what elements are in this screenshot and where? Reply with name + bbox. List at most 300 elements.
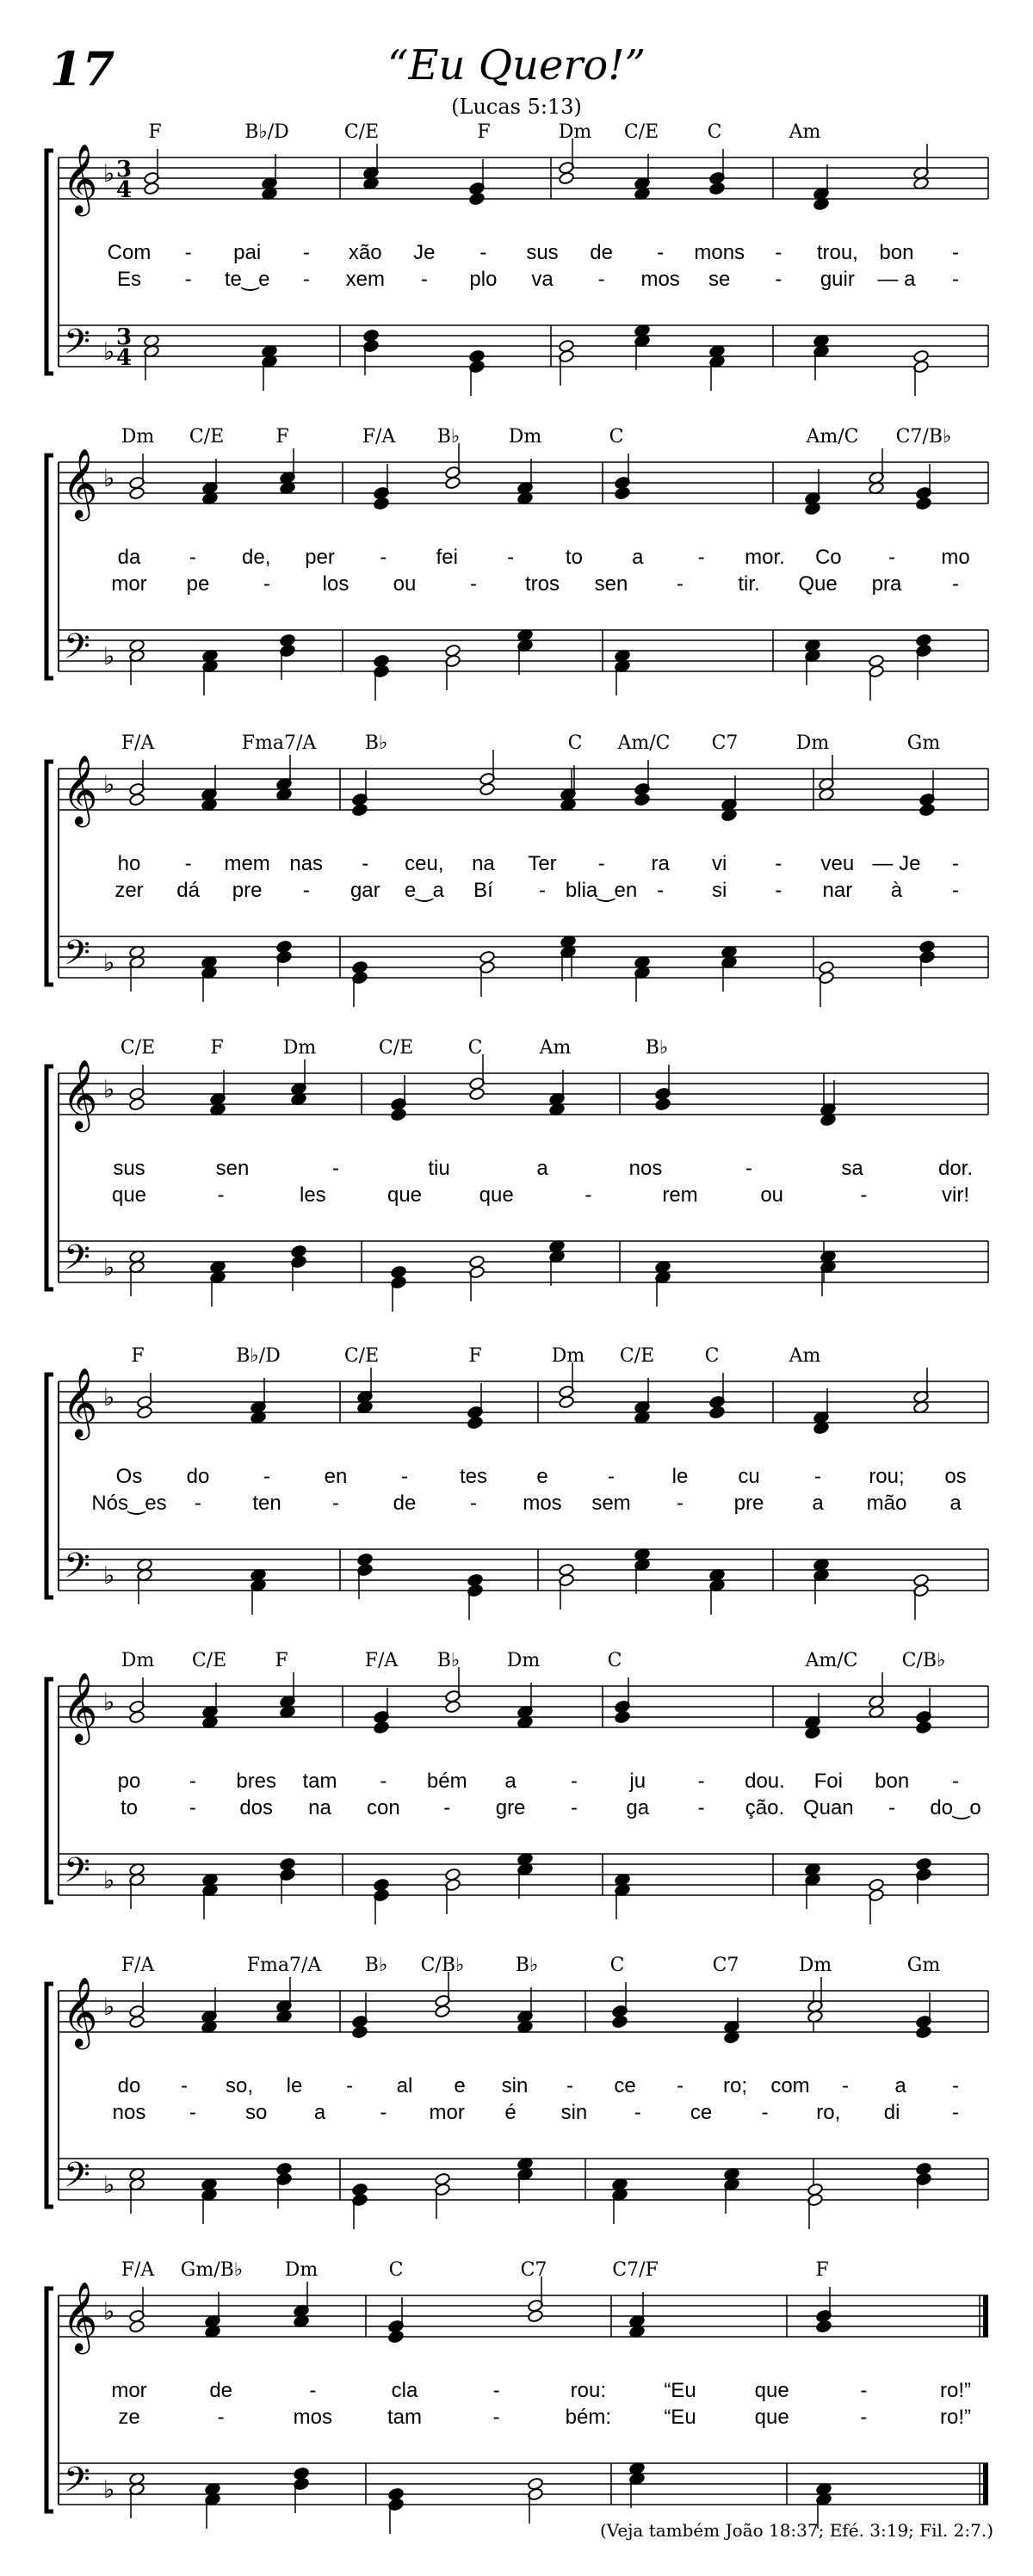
lyric-syllable: - [184, 852, 192, 875]
lyric-syllable: - [842, 2074, 849, 2097]
lyric-syllable: Co [814, 546, 842, 569]
lyric-syllable: guir [820, 268, 855, 291]
chord-symbol: C [704, 1345, 720, 1367]
system-3 [46, 732, 988, 1007]
lyric-syllable: - [380, 546, 387, 569]
key-flat-icon: ♭ [103, 159, 115, 188]
lyric-syllable: Com [107, 241, 152, 264]
lyric-syllable: mor [429, 2101, 465, 2124]
system-2 [46, 426, 988, 701]
lyric-syllable: - [570, 1770, 578, 1793]
treble-clef-icon: 𝄞 [62, 143, 98, 213]
key-flat-icon: ♭ [103, 464, 115, 492]
treble-staff [59, 1381, 988, 1423]
lyric-syllable: que [754, 2379, 789, 2402]
chord-symbol: C [567, 732, 583, 754]
lyric-syllable: rou: [570, 2379, 607, 2402]
system-bracket [46, 1066, 53, 1289]
lyric-syllable: ro!” [940, 2379, 971, 2402]
lyric-syllable: con [367, 1796, 400, 1819]
lyric-syllable: bém: [565, 2406, 612, 2429]
lyric-syllable: que [479, 1183, 514, 1207]
lyric-syllable: - [860, 2379, 868, 2402]
lyric-syllable: rou; [869, 1465, 905, 1488]
key-flat-icon: ♭ [103, 1866, 115, 1894]
treble-notehead [129, 1710, 145, 1724]
lyric-syllable: - [952, 2101, 959, 2124]
lyric-syllable: - [263, 572, 270, 596]
lyric-syllable: do‿o [930, 1796, 981, 1819]
lyric-syllable: bém [426, 1770, 467, 1793]
lyric-syllable: so [245, 2101, 268, 2124]
lyric-syllable: ção. [745, 1796, 785, 1819]
lyric-syllable: - [677, 1492, 684, 1515]
lyric-syllable: que [754, 2406, 789, 2429]
lyric-syllable: - [775, 852, 782, 875]
lyric-syllable: pra [871, 572, 902, 596]
treble-notehead [916, 2025, 932, 2039]
lyric-syllable: ten [252, 1492, 281, 1515]
lyric-syllable: - [263, 1465, 270, 1488]
lyric-syllable: de [590, 241, 613, 264]
chord-symbol: Dm [795, 732, 830, 754]
lyric-syllable: ho [117, 852, 141, 875]
lyric-syllable: com [770, 2074, 810, 2097]
lyric-syllable: a [894, 2074, 906, 2097]
key-flat-icon: ♭ [103, 1075, 115, 1103]
lyric-syllable: ou [760, 1183, 784, 1207]
treble-clef-icon: 𝄞 [62, 2281, 98, 2351]
chord-symbol: B♭ [436, 426, 461, 448]
key-flat-icon: ♭ [103, 1253, 115, 1282]
chord-symbol: F [275, 1650, 288, 1671]
lyric-syllable: - [888, 546, 896, 569]
treble-notehead [467, 1416, 484, 1430]
lyric-syllable: - [346, 2074, 353, 2097]
lyric-syllable: sus [113, 1157, 145, 1180]
chord-symbol: C7/F [612, 2259, 659, 2281]
lyric-syllable: fei [436, 546, 458, 569]
key-flat-icon: ♭ [103, 1688, 115, 1716]
lyric-syllable: cu [738, 1465, 760, 1488]
treble-notehead [435, 2005, 451, 2018]
lyric-syllable: tir. [738, 572, 760, 596]
chord-symbol: C [467, 1037, 483, 1059]
lyric-syllable: e‿a [404, 879, 444, 902]
lyric-syllable: mor [111, 572, 147, 596]
treble-clef-icon: 𝄞 [62, 1367, 98, 1437]
time-signature-bottom: 4 [115, 345, 133, 371]
hymn-title: “Eu Quero!” [387, 41, 646, 90]
lyric-syllable: nos [628, 1157, 663, 1180]
lyric-syllable: que [111, 1183, 147, 1207]
lyric-syllable: xão [348, 241, 382, 264]
lyric-syllable: — a [877, 268, 916, 291]
chord-symbol: Am/C [617, 732, 671, 754]
lyric-syllable: a [949, 1492, 962, 1515]
lyric-syllable: ro, [816, 2101, 841, 2124]
lyric-syllable: - [566, 2074, 573, 2097]
lyric-syllable: zer [114, 879, 144, 902]
lyric-syllable: gre [495, 1796, 526, 1819]
lyric-syllable: tiu [428, 1157, 450, 1180]
treble-notehead [612, 2015, 628, 2029]
scripture-reference: (Lucas 5:13) [451, 95, 582, 119]
chord-symbol: C [609, 426, 624, 448]
lyric-syllable: pre [232, 879, 263, 902]
lyric-syllable: le [671, 1465, 689, 1488]
bass-staff [59, 1549, 988, 1591]
treble-notehead [479, 782, 496, 796]
lyric-syllable: mor [111, 2379, 147, 2402]
lyric-syllable: ce [690, 2101, 713, 2124]
lyric-syllable: - [952, 879, 959, 902]
lyric-syllable: — Je [872, 852, 921, 875]
bass-clef-icon: 𝄢 [64, 2155, 90, 2203]
system-1 [46, 121, 988, 396]
chord-symbol: C/E [189, 426, 225, 448]
system-bracket [46, 762, 53, 985]
lyric-syllable: mo [941, 546, 970, 569]
treble-notehead [469, 1087, 486, 1101]
bass-clef-icon: 𝄢 [64, 2460, 90, 2508]
lyric-syllable: - [332, 1157, 339, 1180]
lyric-syllable: “Eu [664, 2379, 696, 2402]
chord-symbol: Dm [284, 2259, 319, 2281]
lyric-syllable: si [712, 879, 727, 902]
hymn-number: 17 [50, 41, 115, 96]
lyric-syllable: de, [242, 546, 271, 569]
treble-notehead [144, 182, 160, 195]
lyric-syllable: na [308, 1796, 331, 1819]
lyric-syllable: - [677, 572, 684, 596]
chord-symbol: F [477, 121, 491, 143]
lyric-syllable: di [883, 2101, 900, 2124]
lyric-syllable: per [305, 546, 335, 569]
chord-symbol: Dm [282, 1037, 317, 1059]
lyric-syllable: - [479, 241, 487, 264]
key-flat-icon: ♭ [103, 1992, 115, 2021]
chord-symbol: C/E [191, 1650, 227, 1671]
bass-clef-icon: 𝄢 [64, 933, 90, 981]
lyric-syllable: Quan [802, 1796, 854, 1819]
time-signature-top: 3 [115, 324, 133, 350]
treble-notehead [615, 486, 631, 500]
system-7 [46, 1955, 988, 2229]
chord-symbol: Am [789, 1345, 821, 1367]
treble-notehead [129, 486, 145, 500]
lyric-syllable: rem [662, 1183, 698, 1207]
lyric-syllable: to [120, 1796, 139, 1819]
lyric-syllable: Os [115, 1465, 143, 1488]
chord-symbol: C/E [619, 1345, 655, 1367]
lyric-syllable: te‿e [224, 268, 270, 291]
lyric-syllable: trou, [816, 241, 858, 264]
treble-clef-icon: 𝄞 [62, 1059, 98, 1129]
lyric-syllable: va [531, 268, 554, 291]
lyric-syllable: - [585, 1183, 592, 1207]
lyric-syllable: dou. [745, 1770, 785, 1793]
lyric-syllable: - [470, 572, 477, 596]
lyric-syllable: ce [614, 2074, 636, 2097]
lyric-syllable: - [189, 546, 196, 569]
lyric-syllable: mos [293, 2406, 333, 2429]
lyric-syllable: - [189, 2101, 196, 2124]
chord-symbol: Dm [121, 1650, 155, 1671]
lyric-syllable: ra [651, 852, 670, 875]
chord-symbol: C/E [378, 1037, 414, 1059]
chord-symbol: C/E [343, 1345, 380, 1367]
chord-symbol: C/B♭ [420, 1955, 465, 1976]
treble-staff [59, 2295, 988, 2337]
system-bracket [46, 1679, 53, 1902]
lyric-syllable: - [634, 2101, 641, 2124]
treble-clef-icon: 𝄞 [62, 1671, 98, 1742]
lyric-syllable: le [286, 2074, 303, 2097]
lyric-syllable: - [860, 1183, 868, 1207]
lyric-syllable: - [302, 241, 310, 264]
chord-symbol: F/A [364, 1650, 399, 1671]
chord-symbol: F [131, 1345, 145, 1367]
time-signature-top: 3 [115, 157, 133, 182]
chord-symbol: C/E [623, 121, 659, 143]
lyric-syllable: - [952, 241, 959, 264]
lyric-syllable: - [952, 2074, 959, 2097]
chord-symbol: F/A [121, 732, 155, 754]
lyric-syllable: nas [289, 852, 324, 875]
lyric-syllable: - [217, 2406, 225, 2429]
key-flat-icon: ♭ [103, 2297, 115, 2326]
lyric-syllable: - [217, 1183, 225, 1207]
chord-symbol: Fma7/A [241, 732, 317, 754]
lyric-syllable: - [888, 1796, 896, 1819]
treble-clef-icon: 𝄞 [62, 1976, 98, 2047]
lyric-syllable: ro; [722, 2074, 748, 2097]
lyric-syllable: bon [879, 241, 914, 264]
treble-notehead [374, 1720, 390, 1734]
lyric-syllable: mos [523, 1492, 562, 1515]
lyric-syllable: - [608, 1465, 615, 1488]
lyric-syllable: mão [866, 1492, 907, 1515]
chord-symbol: Fma7/A [246, 1955, 322, 1976]
footer-reference: (Veja também João 18:37; Efé. 3:19; Fil. 2:7.) [599, 2520, 993, 2541]
system-4 [46, 1037, 988, 1312]
lyric-syllable: - [181, 2074, 188, 2097]
chord-symbol: C/B♭ [901, 1650, 946, 1671]
lyric-syllable: pre [733, 1492, 764, 1515]
treble-staff [59, 769, 988, 810]
lyric-syllable: os [944, 1465, 967, 1488]
bass-clef-icon: 𝄢 [64, 627, 90, 675]
lyric-syllable: Nós‿es [91, 1492, 167, 1515]
chord-symbol: Am [789, 121, 821, 143]
lyric-syllable: ceu, [405, 852, 444, 875]
system-5 [46, 1345, 988, 1620]
lyric-syllable: é [504, 2101, 516, 2124]
lyric-syllable: a [313, 2101, 326, 2124]
chord-symbol: C/E [343, 121, 380, 143]
lyric-syllable: do [117, 2074, 141, 2097]
lyric-syllable: nos [112, 2101, 146, 2124]
key-flat-icon: ♭ [103, 2171, 115, 2199]
lyric-syllable: sa [841, 1157, 863, 1180]
lyric-syllable: nar [822, 879, 853, 902]
chord-symbol: Am/C [806, 426, 859, 448]
lyric-syllable: sen [215, 1157, 250, 1180]
lyric-syllable: - [775, 241, 782, 264]
lyric-syllable: Que [798, 572, 838, 596]
system-8 [46, 2259, 988, 2534]
treble-notehead [445, 1700, 461, 1714]
lyric-syllable: na [472, 852, 495, 875]
key-flat-icon: ♭ [103, 2475, 115, 2504]
lyric-syllable: les [299, 1183, 326, 1207]
lyric-syllable: - [332, 1492, 339, 1515]
lyric-syllable: mor. [745, 546, 785, 569]
chord-symbol: Am [539, 1037, 572, 1059]
bass-staff [59, 2463, 988, 2505]
treble-notehead [709, 182, 726, 195]
chord-symbol: Dm [508, 426, 542, 448]
lyric-syllable: - [492, 2379, 500, 2402]
lyric-syllable: - [657, 879, 665, 902]
lyric-syllable: vi [712, 852, 727, 875]
treble-notehead [129, 2320, 145, 2333]
lyric-syllable: sus [526, 241, 559, 264]
chord-symbol: B♭/D [244, 121, 289, 143]
lyric-syllable: - [420, 268, 428, 291]
lyric-syllable: tros [524, 572, 560, 596]
lyric-syllable: - [952, 268, 959, 291]
chord-symbol: F [275, 426, 289, 448]
lyric-syllable: - [189, 1796, 196, 1819]
chord-symbol: Gm/B♭ [180, 2259, 244, 2281]
lyric-syllable: - [184, 241, 192, 264]
chord-symbol: F/A [362, 426, 396, 448]
chord-symbol: B♭ [515, 1955, 539, 1976]
lyric-syllable: ou [393, 572, 417, 596]
lyric-syllable: en [324, 1465, 348, 1488]
chord-symbol: C7 [520, 2259, 547, 2281]
lyric-syllable: - [184, 268, 192, 291]
treble-notehead [655, 1097, 671, 1111]
lyric-syllable: pe [186, 572, 210, 596]
lyric-syllable: ga [626, 1796, 650, 1819]
bass-staff [59, 1241, 988, 1282]
chord-symbol: Am/C [805, 1650, 858, 1671]
treble-notehead [129, 2015, 145, 2029]
lyric-syllable: sin [501, 2074, 529, 2097]
key-flat-icon: ♭ [103, 770, 115, 799]
lyric-syllable: - [309, 2379, 317, 2402]
lyric-syllable: dor. [937, 1157, 974, 1180]
lyric-syllable: de [393, 1492, 417, 1515]
treble-staff [59, 1073, 988, 1115]
chord-symbol: F/A [121, 2259, 155, 2281]
treble-notehead [469, 192, 486, 206]
lyric-syllable: - [775, 268, 782, 291]
lyric-syllable: - [697, 1770, 705, 1793]
chord-symbol: Dm [551, 1345, 585, 1367]
lyric-syllable: sin [560, 2101, 588, 2124]
lyric-syllable: - [657, 241, 665, 264]
lyric-syllable: po [117, 1770, 141, 1793]
lyric-syllable: - [195, 1492, 201, 1515]
lyric-syllable: do [186, 1465, 210, 1488]
treble-notehead [129, 793, 145, 806]
lyric-syllable: mos [640, 268, 680, 291]
system-bracket [46, 1984, 53, 2207]
lyric-syllable: - [952, 572, 959, 596]
treble-notehead [445, 476, 461, 490]
system-6 [46, 1650, 988, 1924]
lyric-syllable: - [380, 2101, 387, 2124]
lyric-syllable: - [677, 2074, 684, 2097]
lyric-syllable: - [814, 1465, 821, 1488]
lyric-syllable: blia‿en [565, 879, 638, 902]
lyric-syllable: plo [469, 268, 498, 291]
key-flat-icon: ♭ [103, 337, 115, 366]
chord-symbol: C7 [712, 1955, 739, 1976]
lyric-syllable: - [470, 1492, 477, 1515]
chord-symbol: F [815, 2259, 829, 2281]
lyric-syllable: dá [176, 879, 200, 902]
treble-notehead [709, 1405, 726, 1419]
lyric-syllable: a [504, 1770, 516, 1793]
treble-notehead [352, 803, 368, 817]
lyric-syllable: pai [233, 241, 262, 264]
treble-notehead [816, 2320, 832, 2333]
lyric-syllable: e [454, 2074, 466, 2097]
lyric-syllable: - [570, 1796, 578, 1819]
chord-symbol: C [707, 121, 722, 143]
lyric-syllable: - [189, 1770, 196, 1793]
time-signature-bottom: 4 [115, 177, 133, 203]
chord-symbol: C [609, 1955, 625, 1976]
lyric-syllable: à [890, 879, 903, 902]
system-bracket [46, 1374, 53, 1597]
lyric-syllable: so, [225, 2074, 254, 2097]
chord-symbol: Gm [906, 732, 941, 754]
system-bracket [46, 151, 53, 374]
lyric-syllable: tam [387, 2406, 423, 2429]
lyric-syllable: mem [224, 852, 270, 875]
chord-symbol: B♭ [436, 1650, 461, 1671]
lyric-syllable: - [492, 2406, 500, 2429]
treble-clef-icon: 𝄞 [62, 754, 98, 825]
treble-staff [59, 158, 988, 199]
lyric-syllable: - [362, 852, 369, 875]
chord-symbol: F [148, 121, 162, 143]
lyric-syllable: sem [591, 1492, 631, 1515]
treble-notehead [634, 793, 651, 806]
lyric-syllable: - [860, 2406, 868, 2429]
lyric-syllable: - [761, 2101, 769, 2124]
treble-notehead [559, 171, 575, 185]
lyric-syllable: vir! [942, 1183, 969, 1207]
lyric-syllable: - [507, 546, 515, 569]
treble-notehead [129, 1097, 145, 1111]
lyric-syllable: mons [694, 241, 745, 264]
lyric-syllable: los [322, 572, 349, 596]
treble-notehead [374, 497, 390, 510]
lyric-syllable: Je [413, 241, 436, 264]
treble-notehead [559, 1395, 575, 1409]
bass-staff [59, 325, 988, 367]
chord-symbol: Dm [558, 121, 592, 143]
treble-notehead [615, 1710, 631, 1724]
lyric-syllable: gar [349, 879, 380, 902]
